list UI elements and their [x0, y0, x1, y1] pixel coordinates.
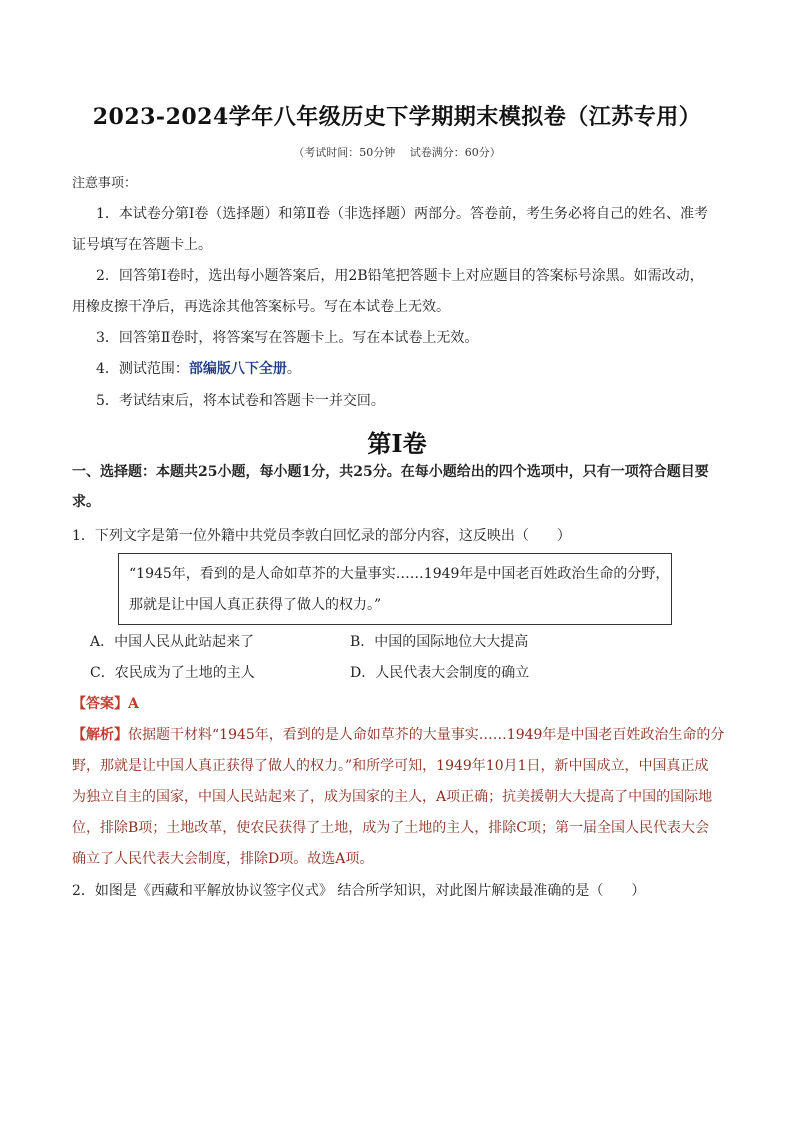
- note-item-4-prefix: 4．测试范围：: [96, 361, 189, 377]
- analysis-line-1: [72, 725, 724, 745]
- note-item-2-line-2: 用橡皮擦干净后，再选涂其他答案标号。写在本试卷上无效。: [72, 299, 450, 315]
- section-title: 第Ⅰ卷: [367, 429, 427, 458]
- note-item-4: [96, 359, 748, 379]
- question-1-stem: 1．下列文字是第一位外籍中共党员李敦白回忆录的部分内容，这反映出（ ）: [72, 528, 571, 544]
- note-item-1-line-1: 1．本试卷分第Ⅰ卷（选择题）和第Ⅱ卷（非选择题）两部分。答卷前，考生务必将自己的姓名、准考: [96, 206, 708, 222]
- section-instruction-line-2: 求。: [72, 494, 100, 510]
- note-item-4-suffix: 。: [286, 361, 301, 377]
- analysis-line-3: 为独立自主的国家，中国人民站起来了，成为国家的主人，A项正确；抗美援朝大大提高了中国的国际地: [72, 789, 713, 805]
- section-instruction-line-1: 一、选择题：本题共25小题，每小题1分，共25分。在每小题给出的四个选项中，只有一项符合题目要: [72, 464, 709, 480]
- answer-value: A: [128, 696, 139, 712]
- option-a: A．中国人民从此站起来了: [90, 634, 255, 650]
- quote-line-2: 那就是让中国人真正获得了做人的权力。”: [129, 597, 382, 613]
- note-item-2-line-1: 2．回答第Ⅰ卷时，选出每小题答案后，用2B铅笔把答题卡上对应题目的答案标号涂黑。如需改动，: [96, 268, 704, 284]
- analysis-line-2: 野，那就是让中国人真正获得了做人的权力。”和所学可知，1949年10月1日，新中国成立，中国真正成: [72, 758, 709, 774]
- option-b: B．中国的国际地位大大提高: [350, 634, 529, 650]
- analysis-line-4: 位，排除B项；土地改革，使农民获得了土地，成为了土地的主人，排除C项；第一届全国人民代表大会: [72, 820, 709, 836]
- option-d: D．人民代表大会制度的确立: [350, 665, 530, 681]
- analysis-line-5: 确立了人民代表大会制度，排除D项。故选A项。: [72, 851, 374, 867]
- question-2-stem: 2．如图是《西藏和平解放协议签字仪式》 结合所学知识，对此图片解读最准确的是（ ）: [72, 883, 646, 899]
- answer-line: [72, 694, 724, 714]
- analysis-text-1: 依据题干材料“1945年，看到的是人命如草芥的大量事实……1949年是中国老百姓政治生命的分: [128, 727, 725, 743]
- quote-line-1: “1945年，看到的是人命如草芥的大量事实……1949年是中国老百姓政治生命的分野，: [129, 566, 670, 582]
- question-1-quote-box: [118, 553, 672, 625]
- test-scope: 部编版八下全册: [188, 361, 287, 377]
- exam-subtitle: （考试时间：50分钟 试卷满分：60分）: [293, 146, 501, 159]
- note-item-1-line-2: 证号填写在答题卡上。: [72, 237, 212, 253]
- note-item-3: 3．回答第Ⅱ卷时，将答案写在答题卡上。写在本试卷上无效。: [96, 330, 479, 346]
- note-item-5: 5．考试结束后，将本试卷和答题卡一并交回。: [96, 393, 385, 409]
- notes-heading: 注意事项：: [72, 176, 138, 191]
- option-c: C．农民成为了土地的主人: [90, 665, 255, 681]
- exam-title: 2023-2024学年八年级历史下学期期末模拟卷（江苏专用）: [92, 104, 702, 130]
- answer-label: 【答案】: [72, 696, 128, 712]
- analysis-label: 【解析】: [72, 727, 128, 743]
